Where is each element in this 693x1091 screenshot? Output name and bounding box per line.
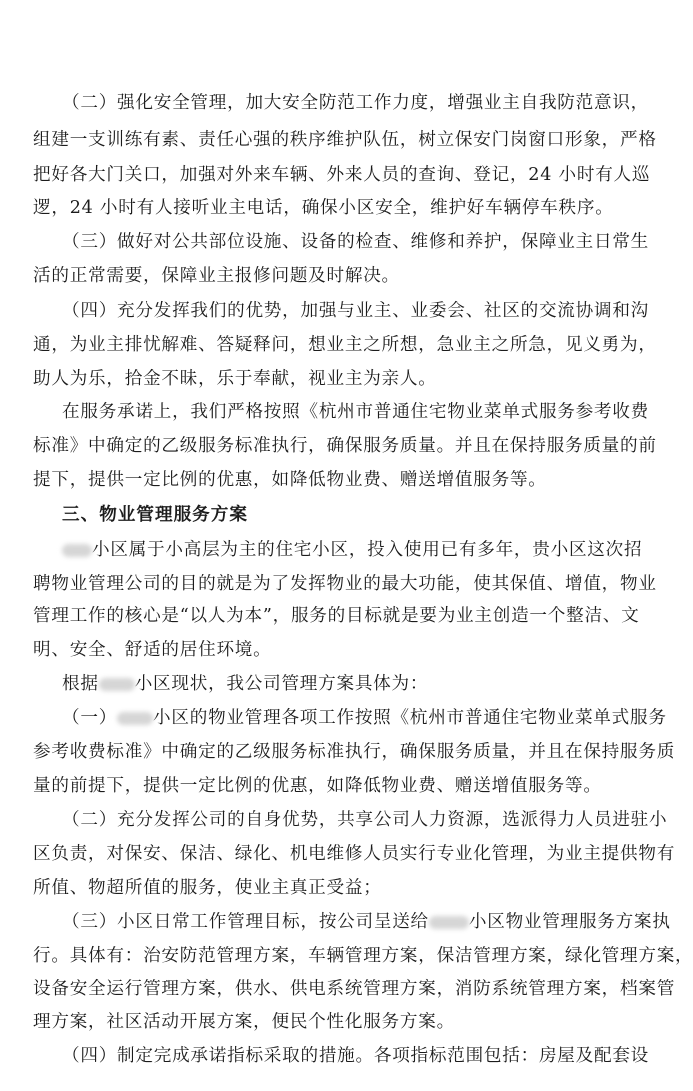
- section-heading: [62, 500, 248, 530]
- redacted-name: [99, 678, 135, 691]
- text: 所值、物超所值的服务，使业主真正受益；: [33, 878, 382, 898]
- p9-line-3: [33, 974, 675, 1004]
- text: 助人为乐，拾金不昧，乐于奉献，视业主为亲人。: [33, 369, 437, 389]
- p4-line-1: [62, 397, 649, 427]
- p1-line-2: [33, 125, 657, 155]
- text: （一）: [62, 708, 118, 728]
- text: 管理工作的核心是“以人为本”，服务的目标就是要为业主创造一个整洁、文: [33, 606, 640, 626]
- p1-line-1: [62, 88, 649, 118]
- text: 行。具体有：治安防范管理方案，车辆管理方案，保洁管理方案，绿化管理方案，: [33, 946, 693, 966]
- p9-line-4: [33, 1007, 455, 1037]
- p8-line-3: [33, 873, 382, 903]
- text: （三）小区日常工作管理目标，按公司呈送给: [62, 912, 429, 932]
- p5-line-4: [33, 635, 271, 665]
- text: 根据: [62, 674, 99, 694]
- text: 量的前提下，提供一定比例的优惠，如降低物业费、赠送增值服务等。: [33, 776, 602, 796]
- p2-line-1: [62, 227, 649, 257]
- text: （三）做好对公共部位设施、设备的检查、维修和养护，保障业主日常生: [62, 232, 650, 252]
- text: 组建一支训练有素、责任心强的秩序维护队伍，树立保安门岗窗口形象，严格: [33, 130, 657, 150]
- heading-text: 三、物业管理服务方案: [62, 505, 248, 525]
- text: 提下，提供一定比例的优惠，如降低物业费、赠送增值服务等。: [33, 470, 547, 490]
- p1-line-3: [33, 160, 650, 190]
- p4-line-3: [33, 465, 547, 495]
- redacted-name: [62, 544, 92, 557]
- p8-line-2: [33, 839, 675, 869]
- text: 小区现状，我公司管理方案具体为：: [134, 674, 429, 694]
- p10-line-1: [62, 1041, 649, 1071]
- p1-line-4: [33, 193, 614, 223]
- p7-line-3: [33, 771, 602, 801]
- text: 聘物业管理公司的目的就是为了发挥物业的最大功能，使其保值、增值，物业: [33, 574, 657, 594]
- text: （四）充分发挥我们的优势，加强与业主、业委会、社区的交流协调和沟: [62, 301, 650, 321]
- text: 小区属于小高层为主的住宅小区，投入使用已有多年，贵小区这次招: [92, 540, 643, 560]
- p8-line-1: [62, 805, 667, 835]
- text: 区负责，对保安、保洁、绿化、机电维修人员实行专业化管理，为业主提供物有: [33, 844, 676, 864]
- redacted-name: [117, 712, 153, 725]
- text: （四）制定完成承诺指标采取的措施。各项指标范围包括：房屋及配套设: [62, 1046, 650, 1066]
- p4-line-2: [33, 431, 657, 461]
- text: 活的正常需要，保障业主报修问题及时解决。: [33, 266, 400, 286]
- p3-line-2: [33, 330, 657, 360]
- text: 小区物业管理服务方案执: [468, 912, 671, 932]
- text: 把好各大门关口，加强对外来车辆、外来人员的查询、登记，24 小时有人巡: [33, 165, 651, 185]
- text: 明、安全、舒适的居住环境。: [33, 640, 272, 660]
- p9-line-2: [33, 941, 693, 971]
- p2-line-2: [33, 261, 400, 291]
- text: 参考收费标准》中确定的乙级服务标准执行，确保服务质量，并且在保持服务质: [33, 742, 676, 762]
- text: 在服务承诺上，我们严格按照《杭州市普通住宅物业菜单式服务参考收费: [62, 402, 650, 422]
- p6-line-1: [62, 669, 428, 699]
- text: 通，为业主排忧解难、答疑释问，想业主之所想，急业主之所急，见义勇为，: [33, 335, 657, 355]
- text: 逻，24 小时有人接听业主电话，确保小区安全，维护好车辆停车秩序。: [33, 198, 614, 218]
- redacted-name: [429, 916, 469, 929]
- p5-line-2: [33, 569, 657, 599]
- p9-line-1: [62, 907, 671, 937]
- text: 小区的物业管理各项工作按照《杭州市普通住宅物业菜单式服务: [153, 708, 667, 728]
- text: （二）充分发挥公司的自身优势，共享公司人力资源，选派得力人员进驻小: [62, 810, 668, 830]
- text: 设备安全运行管理方案，供水、供电系统管理方案，消防系统管理方案，档案管: [33, 979, 676, 999]
- p5-line-1: [62, 535, 642, 565]
- p3-line-1: [62, 296, 649, 326]
- text: 标准》中确定的乙级服务标准执行，确保服务质量。并且在保持服务质量的前: [33, 436, 657, 456]
- p3-line-3: [33, 364, 437, 394]
- text: （二）强化安全管理，加大安全防范工作力度，增强业主自我防范意识，: [62, 93, 650, 113]
- p5-line-3: [33, 601, 640, 631]
- p7-line-2: [33, 737, 675, 767]
- text: 理方案，社区活动开展方案，便民个性化服务方案。: [33, 1012, 455, 1032]
- p7-line-1: [62, 703, 667, 733]
